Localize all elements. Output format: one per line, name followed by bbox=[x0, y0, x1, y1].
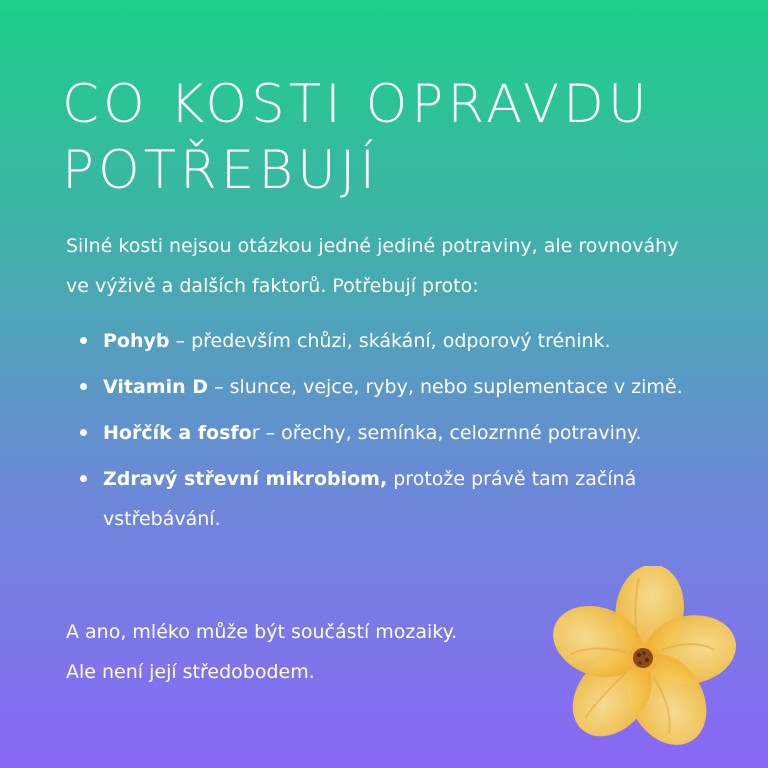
bullet-icon bbox=[80, 383, 87, 390]
bullet-icon bbox=[80, 475, 87, 482]
title-line-1: CO KOSTI OPRAVDU bbox=[62, 74, 651, 135]
needs-list bbox=[66, 321, 702, 545]
closing-line-1: A ano, mléko může být součástí mozaiky. bbox=[66, 621, 458, 643]
page-title bbox=[62, 72, 742, 204]
list-item-bold: Vitamin D bbox=[103, 376, 209, 398]
list-item bbox=[66, 367, 702, 407]
list-item bbox=[66, 459, 702, 539]
closing-text bbox=[66, 612, 586, 692]
intro-paragraph: Silné kosti nejsou otázkou jedné jediné potraviny, ale rovnováhy ve výživě a dalších faktorů. Potřebují proto: bbox=[66, 235, 679, 297]
list-item-bold: Zdravý střevní mikrobiom, bbox=[103, 468, 388, 490]
title-line-2: POTŘEBUJÍ bbox=[62, 140, 380, 201]
list-item-text: r – ořechy, semínka, celozrnné potraviny. bbox=[251, 422, 642, 444]
flower-icon bbox=[548, 566, 738, 756]
list-item-bold: Pohyb bbox=[103, 330, 170, 352]
list-item-text: protože právě tam začíná vstřebávání. bbox=[103, 468, 637, 530]
list-item bbox=[66, 321, 702, 361]
list-item-bold: Hořčík a fosfo bbox=[103, 422, 252, 444]
bullet-icon bbox=[80, 337, 87, 344]
list-item-text: – především chůzi, skákání, odporový trénink. bbox=[169, 330, 611, 352]
list-item bbox=[66, 413, 702, 453]
closing-line-2: Ale není její středobodem. bbox=[66, 661, 315, 683]
list-item-text: – slunce, vejce, ryby, nebo suplementace v zimě. bbox=[208, 376, 683, 398]
bullet-icon bbox=[80, 429, 87, 436]
